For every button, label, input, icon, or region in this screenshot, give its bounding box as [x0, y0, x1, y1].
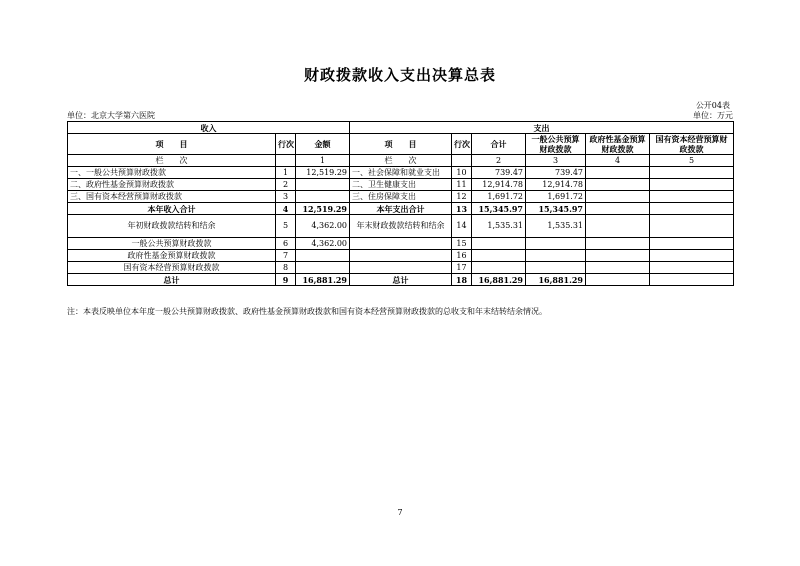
- income-item: 政府性基金预算财政拨款: [68, 250, 276, 262]
- page-title: 财政拨款收入支出决算总表: [303, 66, 496, 84]
- grand-total-row: [68, 274, 734, 286]
- form-code: 公开04表: [695, 101, 730, 110]
- expense-gov-fund: [586, 250, 650, 262]
- expense-row-no: 18: [452, 274, 472, 286]
- expense-state-capital: [650, 179, 734, 191]
- expense-general: 1,691.72: [526, 191, 586, 203]
- expense-general: [526, 262, 586, 274]
- income-row-no: 7: [276, 250, 296, 262]
- expense-row-no-header: 行次: [452, 134, 472, 155]
- expense-state-capital: [650, 274, 734, 286]
- column-number: 4: [586, 155, 650, 167]
- expense-item-header: 项 目: [350, 134, 452, 155]
- income-item: 国有资本经营预算财政拨款: [68, 262, 276, 274]
- income-amount: [296, 262, 350, 274]
- income-row-no: 1: [276, 167, 296, 179]
- expense-gov-fund: [586, 179, 650, 191]
- expense-total: 1,691.72: [472, 191, 526, 203]
- expense-state-capital: [650, 167, 734, 179]
- expense-item: 本年支出合计: [350, 203, 452, 215]
- table-row: [68, 215, 734, 238]
- currency-unit: 单位：万元: [693, 111, 733, 120]
- income-item: 二、政府性基金预算财政拨款: [68, 179, 276, 191]
- expense-row-no: 16: [452, 250, 472, 262]
- income-amount: 4,362.00: [296, 238, 350, 250]
- income-amount: 12,519.29: [296, 203, 350, 215]
- expense-item: [350, 262, 452, 274]
- income-amount-header: 金额: [296, 134, 350, 155]
- expense-row-no: 10: [452, 167, 472, 179]
- unit-line: [67, 110, 733, 121]
- expense-header: 支出: [350, 122, 734, 134]
- income-item: 年初财政拨款结转和结余: [68, 215, 276, 238]
- page-number: 7: [397, 508, 403, 517]
- income-row-no-header: 行次: [276, 134, 296, 155]
- expense-gov-fund: [586, 191, 650, 203]
- expense-general: 16,881.29: [526, 274, 586, 286]
- table-note: 注：本表反映单位本年度一般公共预算财政拨款、政府性基金预算财政拨款和国有资本经营预算财政拨款的总收支和年末结转结余情况。: [67, 307, 547, 316]
- expense-gov-fund: [586, 274, 650, 286]
- table-row: [68, 179, 734, 191]
- subtotal-row: [68, 203, 734, 215]
- expense-row-no: 13: [452, 203, 472, 215]
- income-item: 一、一般公共预算财政拨款: [68, 167, 276, 179]
- expense-state-capital: [650, 250, 734, 262]
- expense-gov-fund: [586, 203, 650, 215]
- expense-item: 三、住房保障支出: [350, 191, 452, 203]
- table-row: [68, 238, 734, 250]
- expense-state-capital: [650, 191, 734, 203]
- column-header-row: [68, 134, 734, 155]
- income-item: 三、国有资本经营预算财政拨款: [68, 191, 276, 203]
- expense-state-capital: [650, 238, 734, 250]
- expense-gov-fund: [586, 167, 650, 179]
- table-row: [68, 262, 734, 274]
- column-label-right: 栏 次: [350, 155, 452, 167]
- gov-fund-header: 政府性基金预算财政拨款: [586, 134, 650, 155]
- income-item: 本年收入合计: [68, 203, 276, 215]
- expense-row-no: 11: [452, 179, 472, 191]
- income-row-no: 8: [276, 262, 296, 274]
- general-budget-header: 一般公共预算财政拨款: [526, 134, 586, 155]
- expense-total: 12,914.78: [472, 179, 526, 191]
- blank-cell: [452, 155, 472, 167]
- expense-total: [472, 238, 526, 250]
- column-number: 5: [650, 155, 734, 167]
- expense-row-no: 12: [452, 191, 472, 203]
- income-item-header: 项 目: [68, 134, 276, 155]
- column-label-left: 栏 次: [68, 155, 276, 167]
- expense-total: 1,535.31: [472, 215, 526, 238]
- expense-total: 15,345.97: [472, 203, 526, 215]
- column-number: 2: [472, 155, 526, 167]
- expense-general: 12,914.78: [526, 179, 586, 191]
- income-row-no: 6: [276, 238, 296, 250]
- expense-row-no: 15: [452, 238, 472, 250]
- income-row-no: 9: [276, 274, 296, 286]
- expense-gov-fund: [586, 262, 650, 274]
- expense-general: 739.47: [526, 167, 586, 179]
- column-number: 3: [526, 155, 586, 167]
- expense-total: [472, 250, 526, 262]
- expense-item: [350, 238, 452, 250]
- unit-name: 单位：北京大学第六医院: [67, 111, 155, 120]
- income-row-no: 3: [276, 191, 296, 203]
- budget-summary-table: [67, 121, 734, 286]
- blank-cell: [276, 155, 296, 167]
- income-amount: [296, 250, 350, 262]
- expense-row-no: 14: [452, 215, 472, 238]
- expense-item: [350, 250, 452, 262]
- expense-general: 15,345.97: [526, 203, 586, 215]
- expense-total-header: 合计: [472, 134, 526, 155]
- expense-state-capital: [650, 262, 734, 274]
- expense-general: [526, 238, 586, 250]
- income-item: 总计: [68, 274, 276, 286]
- income-amount: 16,881.29: [296, 274, 350, 286]
- expense-item: 一、社会保障和就业支出: [350, 167, 452, 179]
- expense-total: [472, 262, 526, 274]
- expense-total: 739.47: [472, 167, 526, 179]
- expense-total: 16,881.29: [472, 274, 526, 286]
- table-row: [68, 167, 734, 179]
- expense-state-capital: [650, 215, 734, 238]
- table-row: [68, 191, 734, 203]
- section-header-row: [68, 122, 734, 134]
- income-row-no: 2: [276, 179, 296, 191]
- column-number-row: [68, 155, 734, 167]
- expense-state-capital: [650, 203, 734, 215]
- column-number: 1: [296, 155, 350, 167]
- expense-row-no: 17: [452, 262, 472, 274]
- expense-item: 总计: [350, 274, 452, 286]
- expense-item: 二、卫生健康支出: [350, 179, 452, 191]
- table-row: [68, 250, 734, 262]
- income-header: 收入: [68, 122, 350, 134]
- income-amount: [296, 179, 350, 191]
- income-amount: 4,362.00: [296, 215, 350, 238]
- income-row-no: 4: [276, 203, 296, 215]
- state-capital-header: 国有资本经营预算财政拨款: [650, 134, 734, 155]
- expense-general: [526, 250, 586, 262]
- income-item: 一般公共预算财政拨款: [68, 238, 276, 250]
- expense-gov-fund: [586, 215, 650, 238]
- expense-item: 年末财政拨款结转和结余: [350, 215, 452, 238]
- income-amount: 12,519.29: [296, 167, 350, 179]
- expense-gov-fund: [586, 238, 650, 250]
- income-amount: [296, 191, 350, 203]
- income-row-no: 5: [276, 215, 296, 238]
- expense-general: 1,535.31: [526, 215, 586, 238]
